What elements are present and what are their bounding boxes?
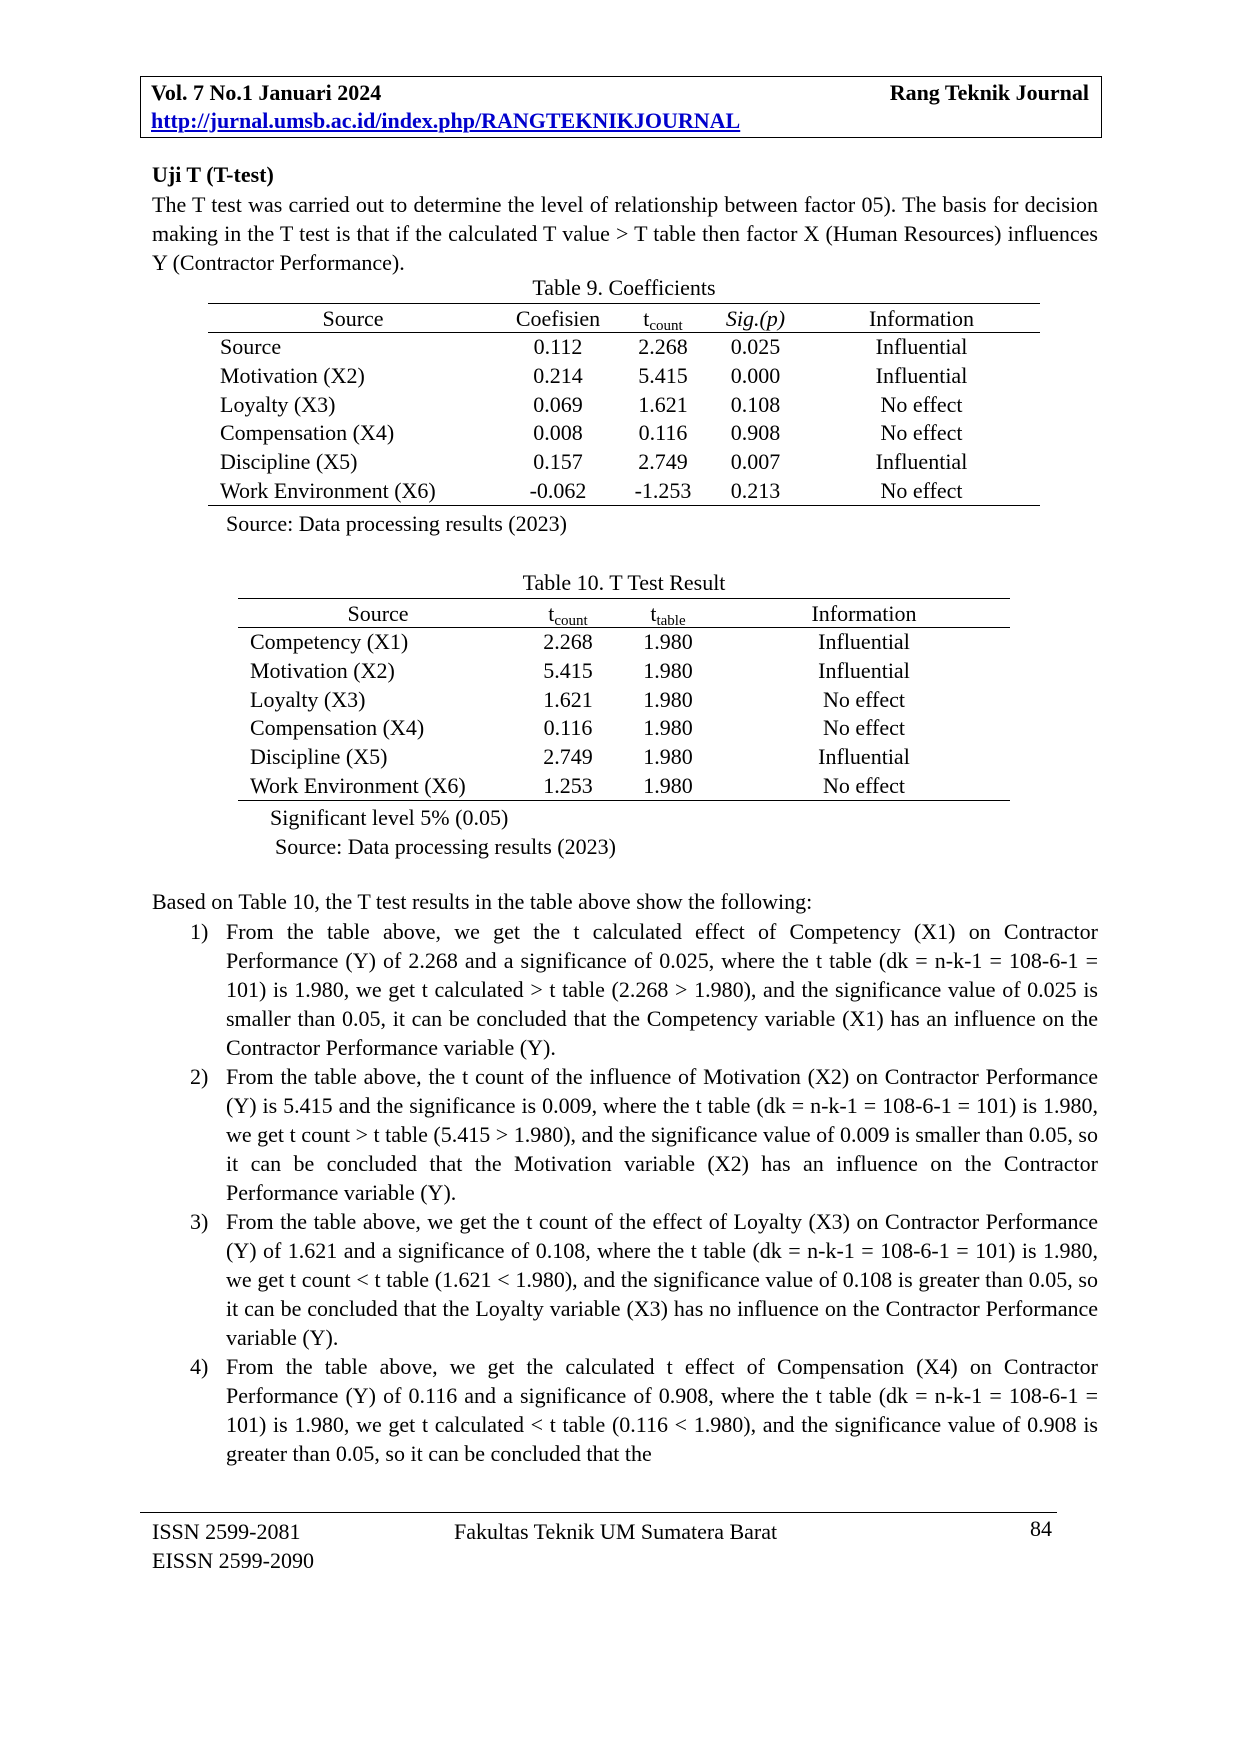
table10-header-info: Information [718,599,1010,628]
list-item-text: From the table above, we get the t count of the effect of Loyalty (X3) on Contractor Performance (Y) of 1.621 and a significance of 0.108, where the t table (dk = n-k-1 = 108-6-1 = 101) is 1.980, we get t count < t table (1.621 < 1.980), and the significance value of 0.108 is greater than 0.05, so it can be concluded that the Loyalty variable (X3) has no influence on the Contractor Performance variable (Y). [226,1209,1098,1350]
cell-source: Motivation (X2) [220,363,365,389]
cell-tcount: 2.268 [543,629,593,655]
cell-source: Discipline (X5) [220,449,358,475]
footer-eissn: EISSN 2599-2090 [152,1548,314,1573]
discussion-list [152,917,1098,1468]
cell-info: Influential [818,744,910,770]
cell-info: Influential [875,449,968,475]
page-header [140,76,1102,138]
table10-source-note: Source: Data processing results (2023) [275,834,616,859]
section-title: Uji T (T-test) [152,162,274,187]
table9-source-note: Source: Data processing results (2023) [226,511,567,536]
table10-header-source: Source [238,599,518,628]
cell-source: Discipline (X5) [250,744,388,770]
cell-source: Work Environment (X6) [238,771,518,800]
table9-header-sig: Sig.(p) [708,304,803,333]
cell-coef: 0.112 [533,334,583,360]
table-row [238,628,1010,657]
table-row [208,476,1040,505]
table9-caption: Table 9. Coefficients [532,275,716,300]
table10-caption: Table 10. T Test Result [522,570,726,595]
cell-source: Loyalty (X3) [220,391,336,417]
table-row [208,390,1040,419]
cell-tcount: 2.749 [543,744,593,770]
cell-info: Influential [818,629,910,655]
cell-info: Influential [818,658,910,684]
list-item-text: From the table above, the t count of the influence of Motivation (X2) on Contractor Performance (Y) is 5.415 and the significance is 0.009, where the t table (dk = n-k-1 = 108-6-1 = 101) is 1.980, we get t count > t table (5.415 > 1.980), and the significance value of 0.009 is smaller than 0.05, so it can be concluded that the Motivation variable (X2) has an influence on the Contractor Performance variable (Y). [226,1064,1098,1205]
cell-info: No effect [718,771,1010,800]
table9-header-info: Information [803,304,1040,333]
list-item-number: 3) [190,1209,209,1234]
cell-tcount: 0.116 [638,420,688,446]
table-row [208,448,1040,477]
footer-faculty: Fakultas Teknik UM Sumatera Barat [454,1519,778,1544]
cell-tcount: -1.253 [618,476,708,505]
list-item [152,1352,1098,1468]
table-row [238,685,1010,714]
cell-tcount: 2.268 [638,334,688,360]
cell-tcount: 1.253 [518,771,618,800]
cell-info: No effect [880,391,963,417]
list-item [152,1207,1098,1352]
cell-ttable: 1.980 [643,686,693,712]
cell-ttable: 1.980 [643,744,693,770]
table-row [238,714,1010,743]
cell-source: Source [220,334,282,360]
cell-sig: 0.025 [730,334,781,360]
table-row [208,362,1040,391]
journal-name: Rang Teknik Journal [889,80,1089,105]
cell-source: Compensation (X4) [220,420,395,446]
cell-info: No effect [822,686,906,712]
cell-coef: 0.214 [533,363,583,389]
cell-info: Influential [875,334,968,360]
cell-tcount: 2.749 [638,449,688,475]
list-item-number: 2) [190,1064,209,1089]
cell-ttable: 1.980 [618,771,718,800]
list-item [152,1062,1098,1207]
cell-info: No effect [803,476,1040,505]
cell-sig: 0.213 [708,476,803,505]
cell-ttable: 1.980 [643,715,693,741]
table10-header-row [238,599,1010,628]
table-row [208,333,1040,362]
table9-header-source: Source [208,304,498,333]
cell-source: Compensation (X4) [250,715,425,741]
cell-source: Work Environment (X6) [208,476,498,505]
intro-paragraph: The T test was carried out to determine the level of relationship between factor 05). The basis for decision making in the T test is that if the calculated T value > T table then factor X (Human Resources) influences Y (Contractor Performance). [152,192,1098,275]
cell-coef: 0.069 [533,391,583,417]
cell-coef: 0.008 [533,420,583,446]
cell-ttable: 1.980 [643,629,693,655]
footer-rule [140,1512,1057,1513]
cell-tcount: 1.621 [638,391,688,417]
list-item-number: 4) [190,1354,209,1379]
cell-coef: -0.062 [498,476,618,505]
cell-ttable: 1.980 [643,658,693,684]
cell-info: No effect [822,715,906,741]
cell-tcount: 0.116 [543,715,593,741]
cell-sig: 0.908 [730,420,781,446]
table9-header-tcount: $t_{count}$ [618,304,708,333]
table10 [238,598,1010,801]
table-row [208,419,1040,448]
cell-coef: 0.157 [533,449,583,475]
table-row [238,743,1010,772]
cell-source: Motivation (X2) [250,658,395,684]
cell-source: Loyalty (X3) [250,686,366,712]
discussion-lead: Based on Table 10, the T test results in the table above show the following: [152,889,813,914]
table10-significance-note: Significant level 5% (0.05) [270,805,509,830]
volume-label: Vol. 7 No.1 Januari 2024 [151,80,382,105]
table10-header-ttable: $t_{table}$ [618,599,718,628]
cell-sig: 0.000 [730,363,781,389]
table-row [238,657,1010,686]
journal-url-link[interactable]: http://jurnal.umsb.ac.id/index.php/RANGTEKNIKJOURNAL [151,108,741,133]
cell-tcount: 5.415 [638,363,688,389]
cell-sig: 0.007 [730,449,781,475]
list-item-number: 1) [190,919,209,944]
page-number: 84 [1030,1516,1052,1541]
cell-tcount: 5.415 [543,658,593,684]
cell-info: Influential [875,363,968,389]
cell-tcount: 1.621 [543,686,593,712]
cell-sig: 0.108 [730,391,781,417]
table10-header-tcount: $t_{count}$ [518,599,618,628]
cell-source: Competency (X1) [250,629,409,655]
table9-header-coef: Coefisien [498,304,618,333]
list-item-text: From the table above, we get the calculated t effect of Compensation (X4) on Contractor Performance (Y) of 0.116 and a significance of 0.908, where the t table (dk = n-k-1 = 108-6-1 = 101) is 1.980, we get t calculated < t table (0.116 < 1.980), and the significance value of 0.908 is greater than 0.05, so it can be concluded that the [226,1354,1098,1466]
cell-info: No effect [880,420,963,446]
list-item [152,917,1098,1062]
list-item-text: From the table above, we get the t calculated effect of Competency (X1) on Contractor Performance (Y) of 2.268 and a significance of 0.025, where the t table (dk = n-k-1 = 108-6-1 = 101) is 1.980, we get t calculated > t table (2.268 > 1.980), and the significance value of 0.025 is smaller than 0.05, it can be concluded that the Competency variable (X1) has an influence on the Contractor Performance variable (Y). [226,919,1098,1060]
table9-header-row [208,304,1040,333]
table-row [238,771,1010,800]
table9 [208,303,1040,506]
footer-issn: ISSN 2599-2081 [152,1519,301,1544]
